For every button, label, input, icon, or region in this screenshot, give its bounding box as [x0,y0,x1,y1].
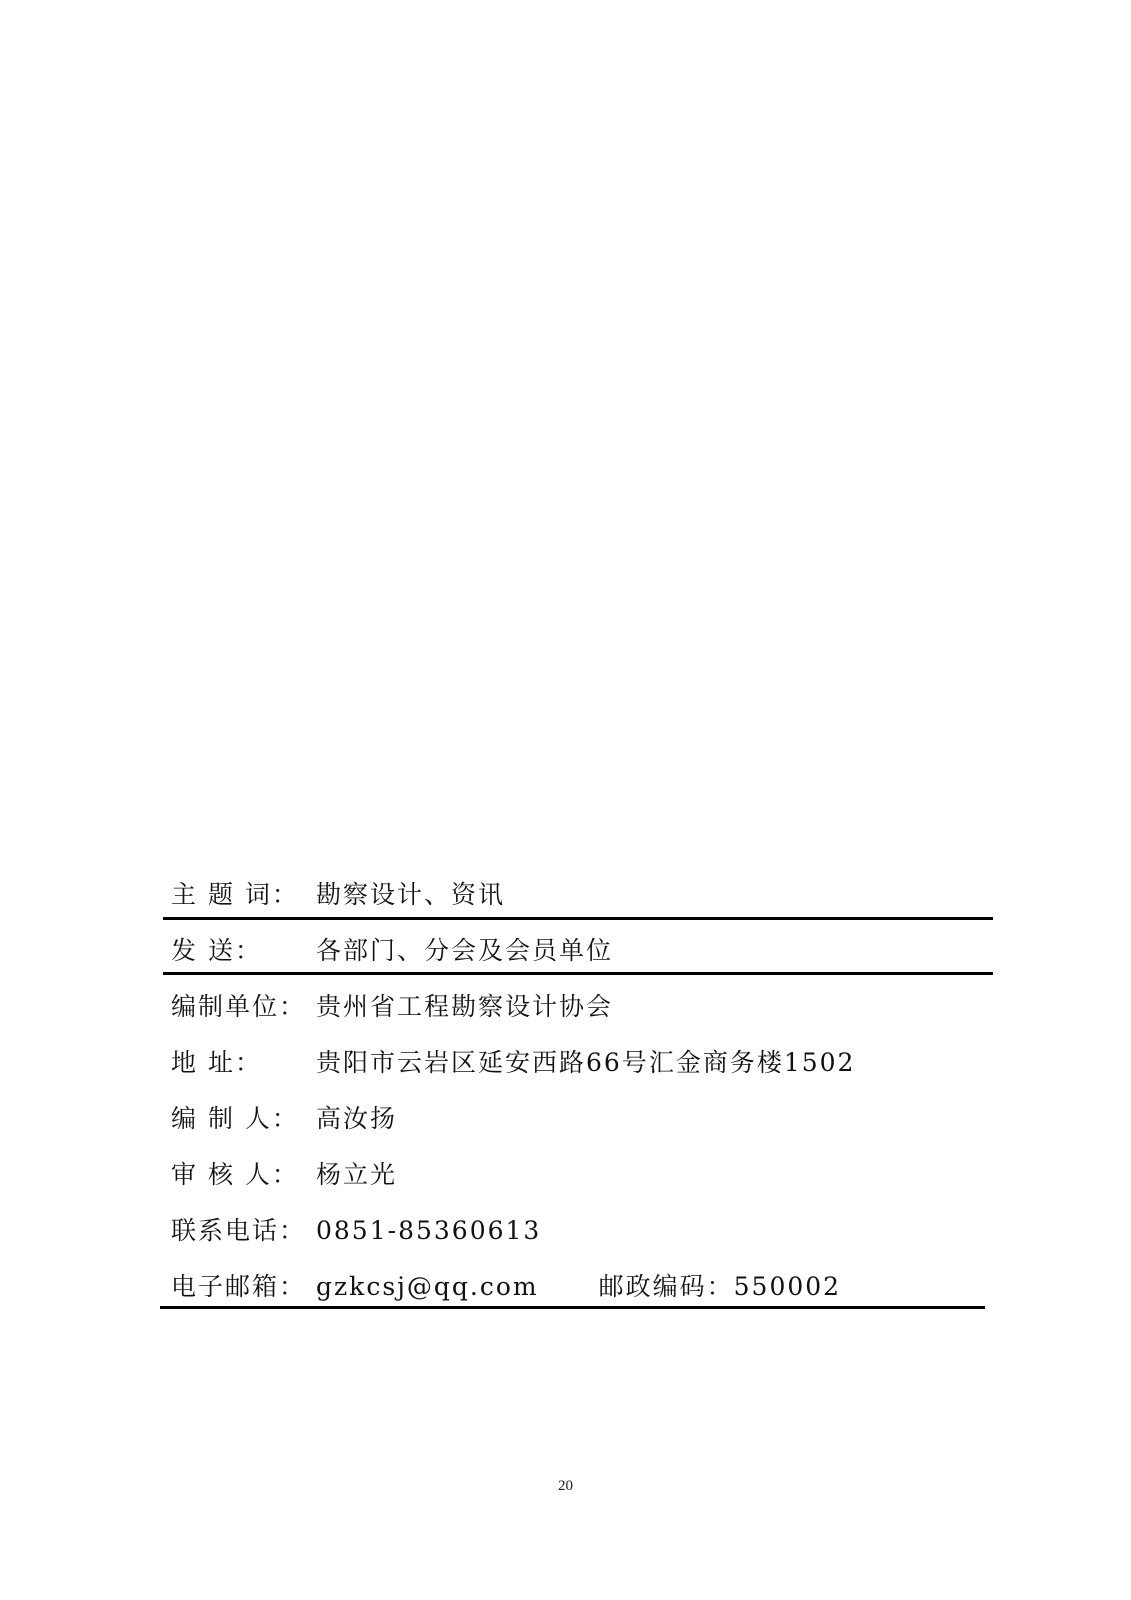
compiler-unit-row [171,992,613,1022]
compiler-unit-value: 贵州省工程勘察设计协会 [316,992,614,1021]
divider-line-2 [163,972,993,975]
postcode-label: 邮政编码： [598,1272,734,1301]
page-number: 20 [558,1478,573,1494]
divider-line-1 [163,917,993,920]
address-label: 地 址： [171,1048,262,1077]
reviewer-row [171,1160,397,1190]
keywords-row [171,880,505,910]
email-value: gzkcsj@qq.com [316,1272,539,1301]
phone-row [171,1216,541,1246]
phone-value: 0851-85360613 [316,1216,542,1245]
phone-label: 联系电话： [171,1216,307,1245]
compiler-unit-label: 编制单位： [171,992,307,1021]
address-value: 贵阳市云岩区延安西路66号汇金商务楼1502 [316,1048,856,1077]
reviewer-value: 杨立光 [316,1160,398,1189]
editor-label: 编 制 人： [171,1104,299,1133]
email-label: 电子邮箱： [171,1272,307,1301]
reviewer-label: 审 核 人： [171,1160,299,1189]
send-to-row [171,936,613,966]
send-to-value: 各部门、分会及会员单位 [316,936,614,965]
address-row [171,1048,855,1078]
postcode-value: 550002 [733,1272,842,1301]
divider-line-3 [160,1306,985,1309]
editor-row [171,1104,397,1134]
keywords-value: 勘察设计、资讯 [316,880,506,909]
email-postcode-row [171,1272,841,1302]
editor-value: 高汝扬 [316,1104,398,1133]
keywords-label: 主 题 词： [171,880,299,909]
send-to-label: 发 送： [171,936,262,965]
